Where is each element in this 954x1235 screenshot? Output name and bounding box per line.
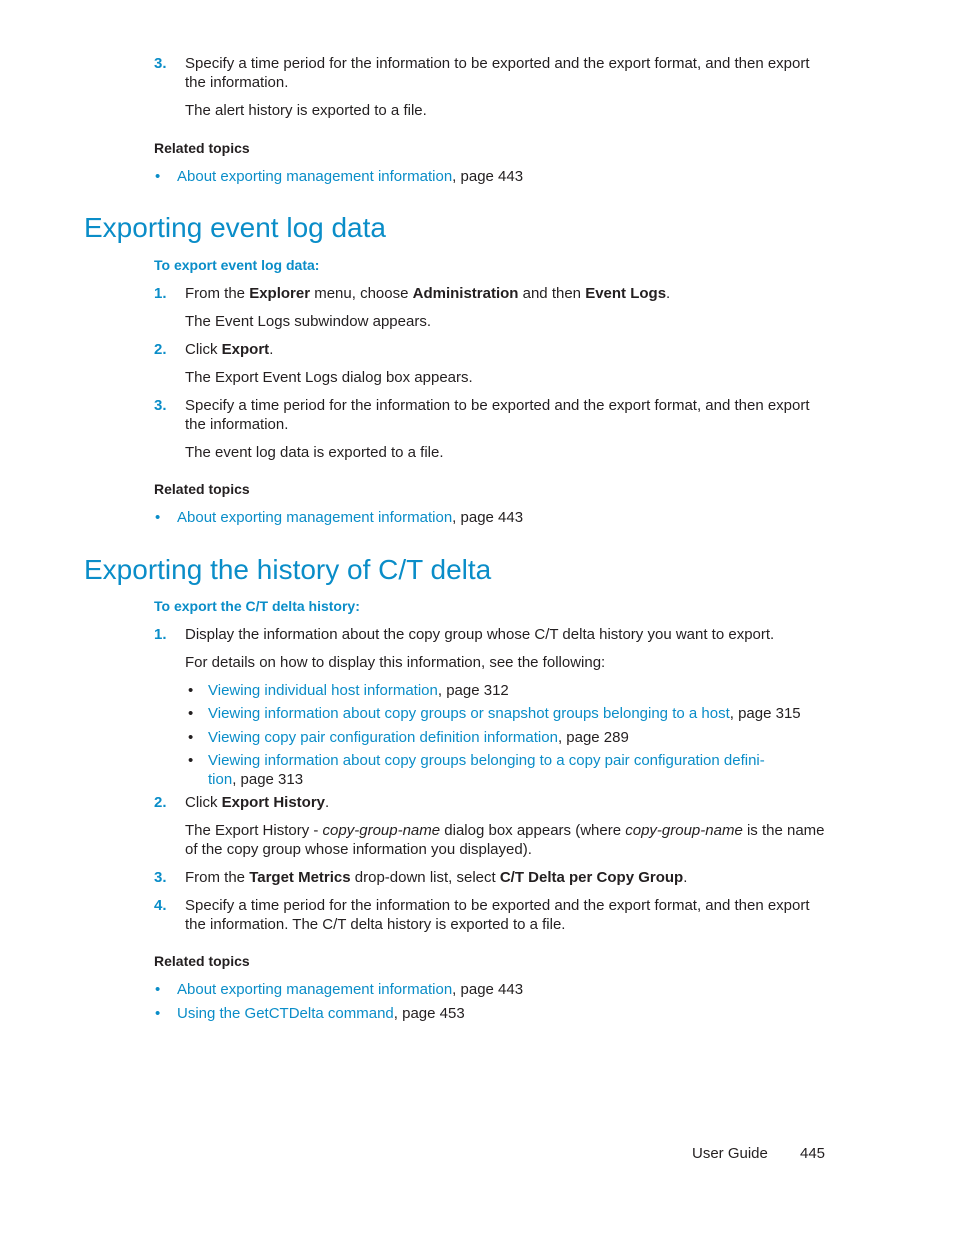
step-result: The alert history is exported to a file. bbox=[185, 102, 427, 119]
step-text: Specify a time period for the information to be exported and the export format, and then export the information. The C/T delta history is exported to a file. bbox=[185, 897, 810, 933]
bullet-icon: • bbox=[155, 1005, 161, 1022]
sub-item-link[interactable]: Viewing copy pair configuration definition information bbox=[208, 729, 558, 746]
related-topics-title: Related topics bbox=[154, 481, 250, 497]
step-result: The Export Event Logs dialog box appears. bbox=[185, 369, 473, 386]
sub-item-continuation: tion, page 313 bbox=[208, 771, 304, 788]
bullet-icon: • bbox=[155, 981, 161, 998]
ui-term: Target Metrics bbox=[249, 869, 351, 886]
footer-label: User Guide bbox=[692, 1145, 768, 1162]
step-result: The event log data is exported to a file. bbox=[185, 444, 444, 461]
step-text: Click Export History. bbox=[185, 794, 330, 811]
section-heading-ct-delta: Exporting the history of C/T delta bbox=[84, 554, 492, 585]
related-topic-item: About exporting management information, page 443 bbox=[177, 981, 524, 998]
related-topics-title: Related topics bbox=[154, 953, 250, 969]
step-number: 3. bbox=[154, 869, 167, 886]
ui-term: Export bbox=[221, 341, 270, 358]
related-topic-item: Using the GetCTDelta command, page 453 bbox=[177, 1005, 465, 1022]
related-topic-page: , page 443 bbox=[452, 509, 524, 526]
procedure-title: To export the C/T delta history: bbox=[154, 598, 360, 614]
procedure-title: To export event log data: bbox=[154, 257, 320, 273]
related-topic-item bbox=[177, 508, 523, 527]
sub-item: Viewing copy pair configuration definition information, page 289 bbox=[208, 729, 629, 746]
sub-item: Viewing information about copy groups or snapshot groups belonging to a host, page 315 bbox=[208, 705, 801, 722]
step-number: 3. bbox=[154, 55, 167, 72]
ui-term: Explorer bbox=[249, 285, 311, 302]
ui-term: Export History bbox=[221, 794, 326, 811]
related-topics-title: Related topics bbox=[154, 140, 250, 156]
related-topic-link[interactable]: Using the GetCTDelta command bbox=[177, 1005, 394, 1022]
step-number: 2. bbox=[154, 794, 167, 811]
step-text: From the Explorer menu, choose Administration and then Event Logs. bbox=[185, 285, 671, 302]
sub-item-link[interactable]: Viewing information about copy groups belonging to a copy pair configuration defini- bbox=[208, 752, 765, 769]
section-heading-event-log: Exporting event log data bbox=[84, 212, 386, 243]
bullet-icon: • bbox=[188, 752, 194, 769]
related-topic-link[interactable]: About exporting management information bbox=[177, 509, 453, 526]
ui-term: Administration bbox=[412, 285, 519, 302]
sub-item bbox=[208, 751, 765, 770]
ui-term: C/T Delta per Copy Group bbox=[499, 869, 684, 886]
related-topic-item bbox=[177, 167, 523, 186]
bullet-icon: • bbox=[188, 729, 194, 746]
sub-item-link[interactable]: Viewing information about copy groups or snapshot groups belonging to a host bbox=[208, 705, 730, 722]
related-topic-page: , page 443 bbox=[452, 168, 524, 185]
step-details: For details on how to display this information, see the following: bbox=[185, 654, 606, 671]
step-text: Specify a time period for the information to be exported and the export format, and then export the information. bbox=[185, 397, 810, 433]
step-number: 2. bbox=[154, 341, 167, 358]
step-result: The Event Logs subwindow appears. bbox=[185, 313, 431, 330]
step-text: Specify a time period for the information to be exported and the export format, and then export the information. bbox=[185, 55, 810, 91]
related-topic-link[interactable]: About exporting management information bbox=[177, 168, 453, 185]
bullet-icon: • bbox=[155, 509, 161, 526]
sub-item-link[interactable]: tion bbox=[208, 771, 233, 788]
step-text: Click Export. bbox=[185, 341, 274, 358]
step-text: From the Target Metrics drop-down list, select C/T Delta per Copy Group. bbox=[185, 869, 688, 886]
sub-item-link[interactable]: Viewing individual host information bbox=[208, 682, 438, 699]
step-number: 1. bbox=[154, 285, 167, 302]
page-number: 445 bbox=[800, 1145, 826, 1162]
sub-item: Viewing individual host information, page 312 bbox=[208, 682, 509, 699]
bullet-icon: • bbox=[188, 682, 194, 699]
step-result: The Export History - copy-group-name dialog box appears (where copy-group-name is the name of the copy group whose information you displayed). bbox=[185, 822, 825, 858]
bullet-icon: • bbox=[188, 705, 194, 722]
step-number: 4. bbox=[154, 897, 167, 914]
step-number: 1. bbox=[154, 626, 167, 643]
bullet-icon: • bbox=[155, 168, 161, 185]
step-text: Display the information about the copy group whose C/T delta history you want to export. bbox=[185, 626, 775, 643]
related-topic-link[interactable]: About exporting management information bbox=[177, 981, 453, 998]
ui-term: Event Logs bbox=[585, 285, 667, 302]
step-number: 3. bbox=[154, 397, 167, 414]
